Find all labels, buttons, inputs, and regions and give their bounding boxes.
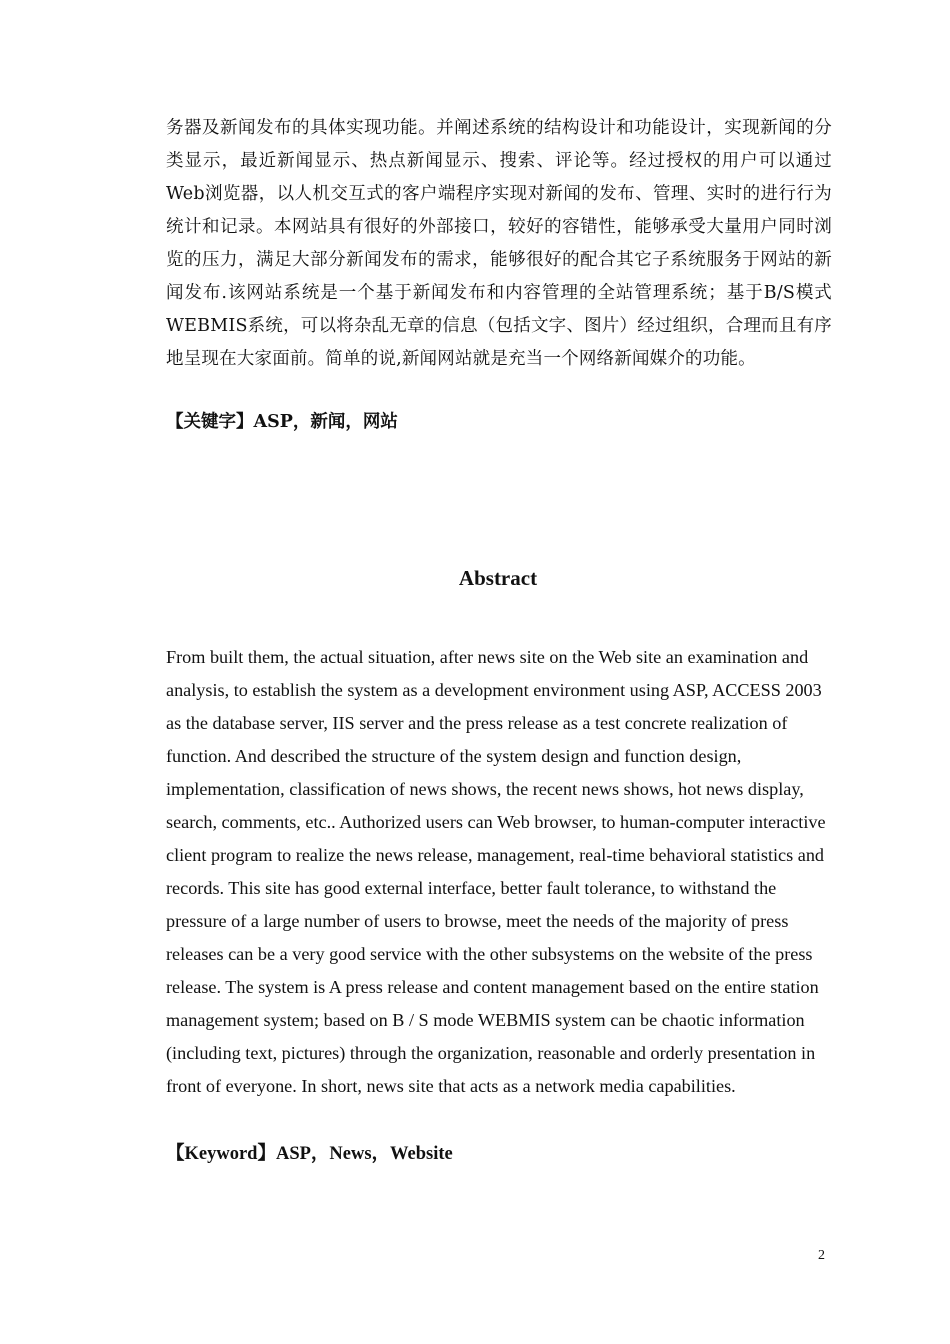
page-number: 2 (818, 1248, 825, 1263)
abstract-title: Abstract (458, 566, 538, 590)
chinese-keywords: 【关键字】ASP，新闻，网站 (166, 412, 398, 432)
english-keywords: 【Keyword】ASP，News，Website (166, 1144, 453, 1164)
chinese-abstract-body: 务器及新闻发布的具体实现功能。并阐述系统的结构设计和功能设计，实现新闻的分类显示，最近新闻显示、热点新闻显示、搜索、评论等。经过授权的用户可以通过Web浏览器，以人机交互式的客户端程序实现对新闻的发布、管理、实时的进行行为统计和记录。本网站具有很好的外部接口，较好的容错性，能够承受大量用户同时浏览的压力，满足大部分新闻发布的需求，能够很好的配合其它子系统服务于网站的新闻发布.该网站系统是一个基于新闻发布和内容管理的全站管理系统；基于B/S模式WEBMIS系统，可以将杂乱无章的信息（包括文字、图片）经过组织，合理而且有序地呈现在大家面前。简单的说,新闻网站就是充当一个网络新闻媒介的功能。 (166, 118, 832, 369)
english-abstract-body: From built them, the actual situation, after news site on the Web site an examination and analysis, to establish the system as a development environment using ASP, ACCESS 2003 as the database server, IIS server and the press release as a test concrete realization of function. And described the structure of the system design and function design, implementation, classification of news shows, the recent news shows, hot news display, search, comments, etc.. Authorized users can Web browser, to human-computer interactive client program to realize the news release, management, real-time behavioral statistics and records. This site has good external interface, better fault tolerance, to withstand the pressure of a large number of users to browse, meet the needs of the majority of press releases can be a very good service with the other subsystems on the website of the press release. The system is A press release and content management based on the entire station management system; based on B / S mode WEBMIS system can be chaotic information (including text, pictures) through the organization, reasonable and orderly presentation in front of everyone. In short, news site that acts as a network media capabilities. (166, 647, 826, 1096)
